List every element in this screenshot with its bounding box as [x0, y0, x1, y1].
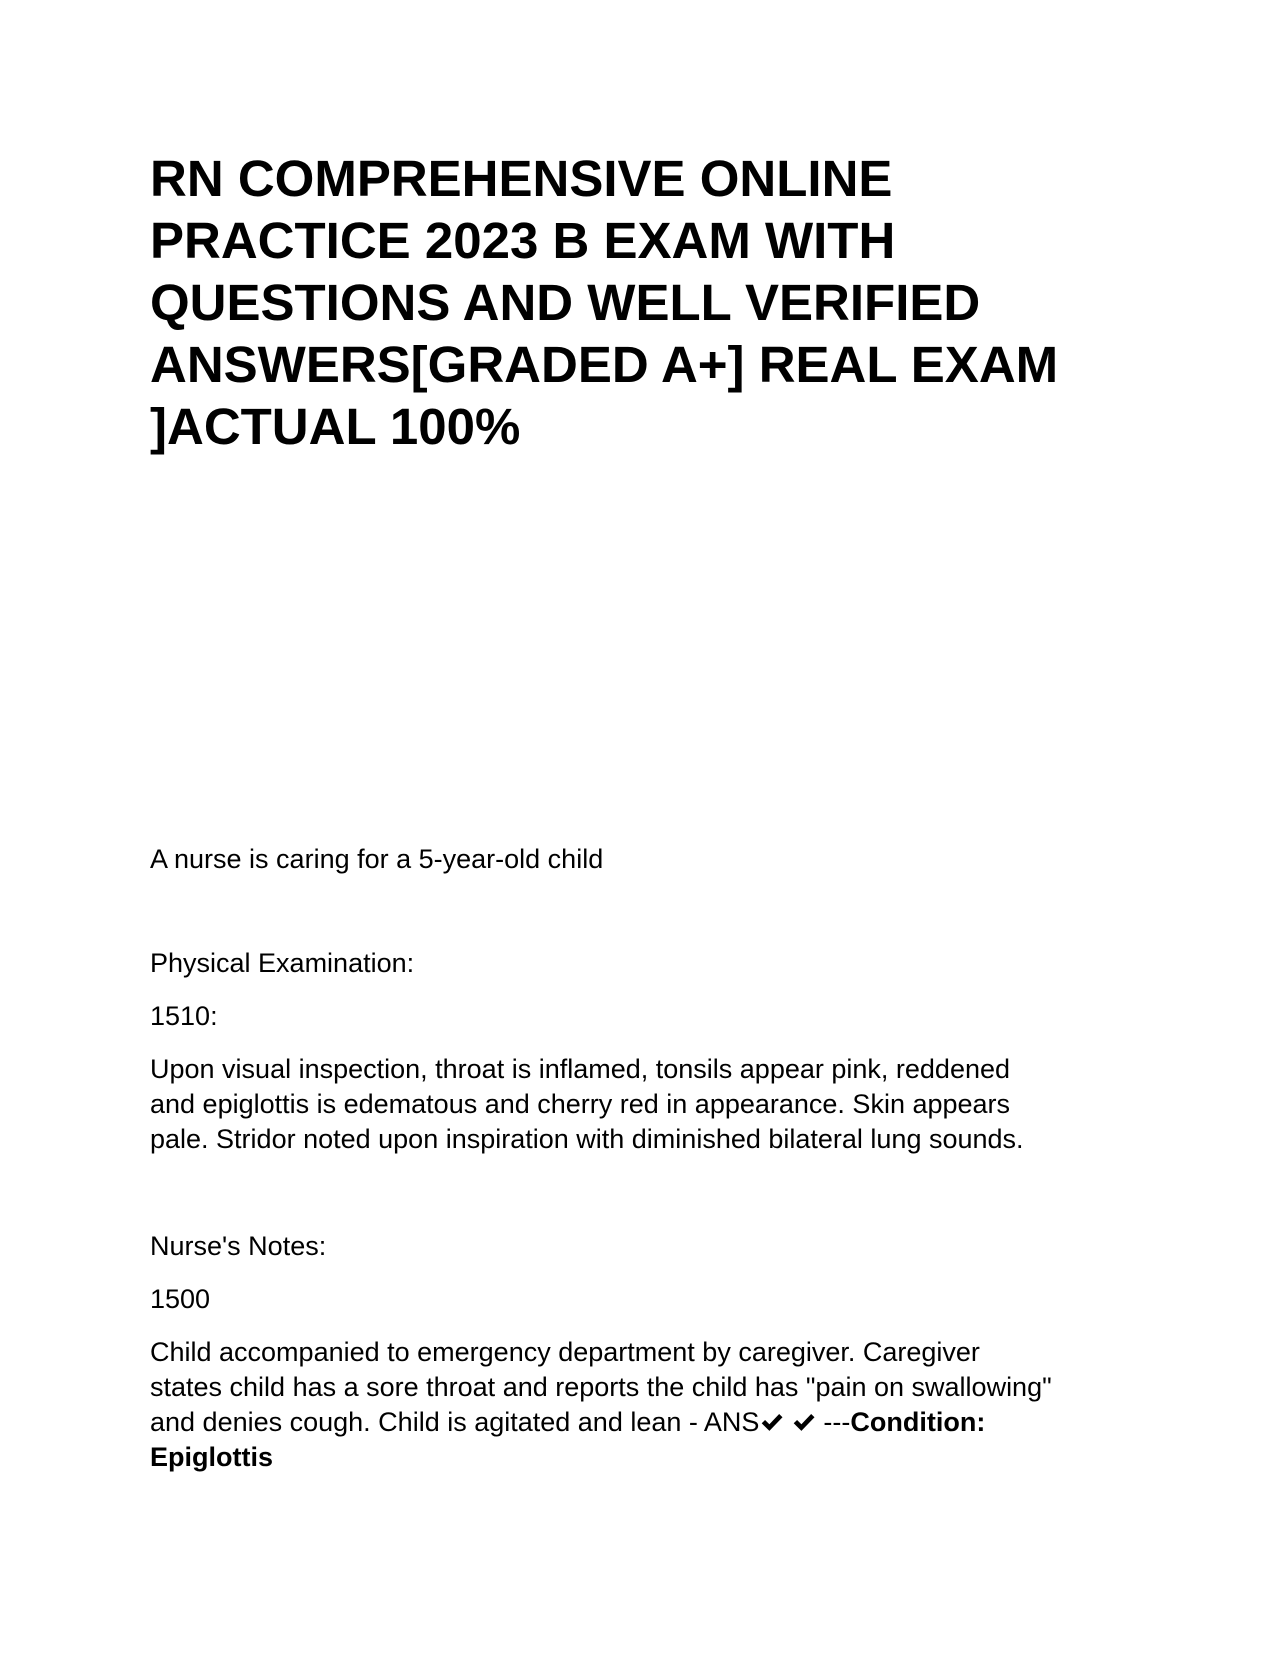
physical-exam-time: 1510:: [150, 1001, 218, 1031]
notes-line: states child has a sore throat and reports the child has "pain on swallowing": [150, 1372, 1052, 1402]
title-line: PRACTICE 2023 B EXAM WITH: [150, 212, 896, 269]
nurse-notes-time: 1500: [150, 1284, 211, 1314]
title-line: QUESTIONS AND WELL VERIFIED: [150, 274, 981, 331]
check-mark-icon: [791, 1409, 817, 1435]
notes-line: Child accompanied to emergency department by caregiver. Caregiver: [150, 1337, 980, 1367]
nurse-notes-text: [150, 1335, 1130, 1475]
physical-exam-findings: [150, 1052, 1130, 1157]
title-line: ]ACTUAL 100%: [150, 398, 521, 455]
nurse-notes-heading: Nurse's Notes:: [150, 1231, 327, 1261]
title-line: RN COMPREHENSIVE ONLINE: [150, 150, 893, 207]
findings-line: and epiglottis is edematous and cherry red in appearance. Skin appears: [150, 1089, 1011, 1119]
notes-line-prefix: and denies cough. Child is agitated and lean - ANS: [150, 1407, 760, 1437]
title-line: ANSWERS[GRADED A+] REAL EXAM: [150, 336, 1059, 393]
notes-answer-line: [150, 1405, 1130, 1440]
question-intro: A nurse is caring for a 5-year-old child: [150, 844, 604, 874]
answer-dashes: ---: [823, 1407, 851, 1437]
physical-exam-heading: Physical Examination:: [150, 948, 415, 978]
answer-value: Epiglottis: [150, 1442, 273, 1472]
findings-line: pale. Stridor noted upon inspiration with diminished bilateral lung sounds.: [150, 1124, 1024, 1154]
answer-label: Condition:: [850, 1407, 986, 1437]
check-mark-icon: [759, 1409, 785, 1435]
document-title: [150, 148, 1110, 458]
findings-line: Upon visual inspection, throat is inflamed, tonsils appear pink, reddened: [150, 1054, 1011, 1084]
